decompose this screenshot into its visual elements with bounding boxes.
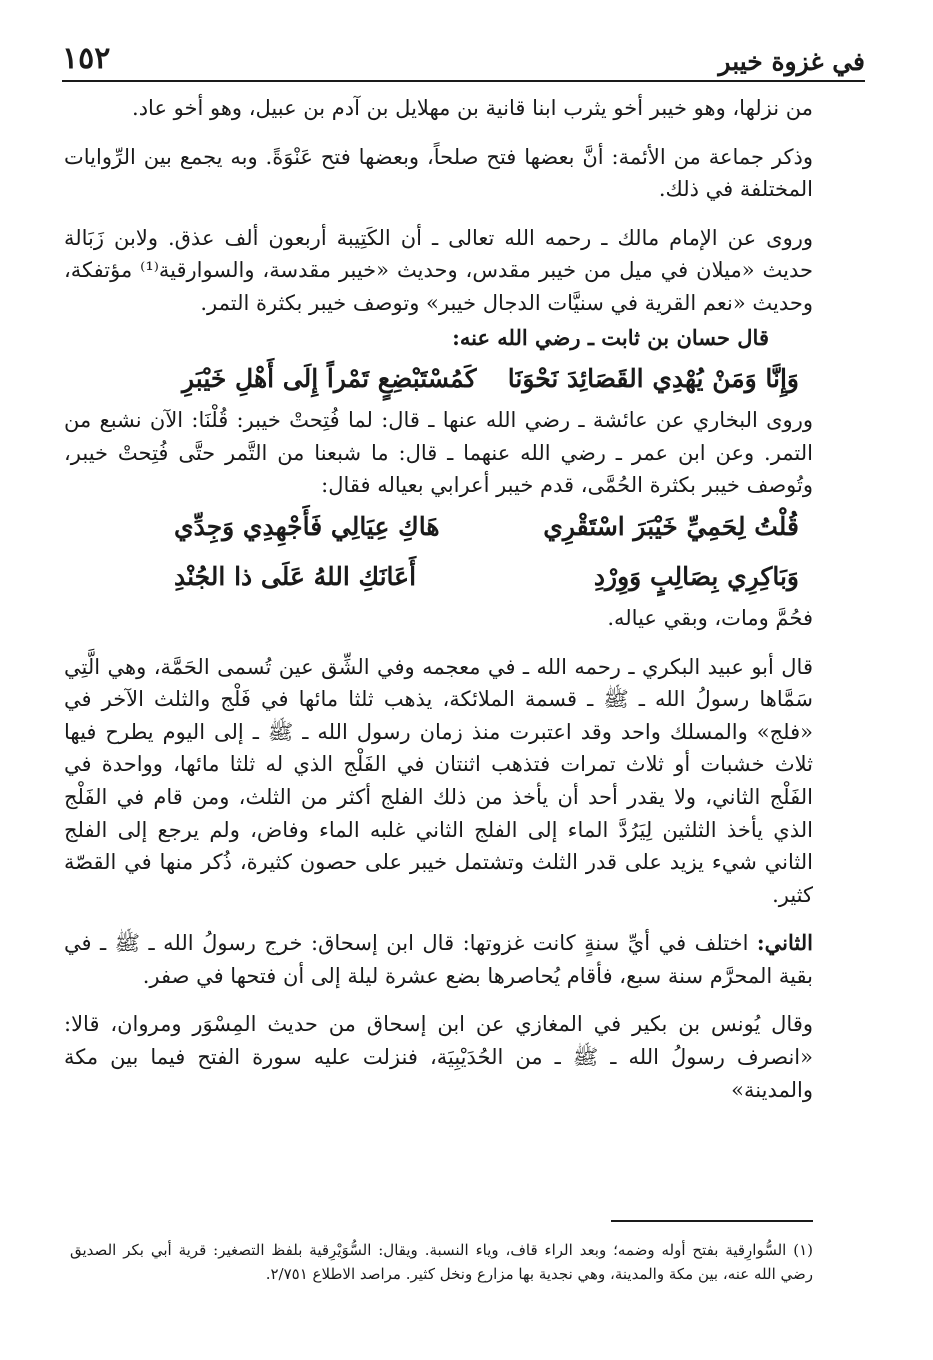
verse-3-second-hemistich: أَعَانَكِ اللهُ عَلَى ذا الجُنْدِ [174,561,417,591]
verse-1-second-hemistich: كَمُسْتَبْضِعٍ تَمْراً إِلَى أَهْلِ خَيْبَرِ [182,364,477,394]
verse-2-second-hemistich: هَاكِ عِيَالِي فَأَجْهِدِي وَجِدِّي [174,511,440,541]
paragraph-2: وذكر جماعة من الأئمة: أنَّ بعضها فتح صلحاً، وبعضها فتح عَنْوَةً. وبه يجمع بين الرِّوايات المختلفة في ذلك. [64,144,813,202]
section-lead: الثاني: [756,930,813,956]
verse-line-1 [64,354,813,404]
paragraph-8: وقال يُونس بن بكير في المغازي عن ابن إسحاق من حديث المِسْوَر ومروان، قالا: «انصرف رسولُ الله ـ ﷺ ـ من الحُدَيْبِيَة، فنزلت عليه سورة الفتح فيما بين مكة والمدينة» [64,1012,813,1102]
footnotes [70,1238,813,1286]
paragraph-7-text: اختلف في أيِّ سنةٍ كانت غزوتها: قال ابن إسحاق: خرج رسولُ الله ـ ﷺ ـ في بقية المحرَّم سنة سبع، فأقام يُحاصرها بضع عشرة ليلة إلى أن فتحها في صفر. [64,931,813,988]
paragraph-3: وروى عن الإمام مالك ـ رحمه الله تعالى ـ أن الكَتِيبة أربعون ألف عذق. ولابن زَبَالة حديث «ميلان في ميل من خيبر مقدس، وحديث «خيبر مقدسة، والسوارقية⁽¹⁾ مؤتفكة، وحديث «نعم القرية في سنيَّات الدجال خيبر» وتوصف خيبر بكثرة التمر. [64,225,813,315]
verse-line-3 [64,552,813,602]
poet-intro: قال حسان بن ثابت ـ رضي الله عنه: [452,324,769,350]
page-header [62,30,865,82]
page-body [64,92,813,1106]
verse-3-first-hemistich: وَبَاكِرِي بِصَالِبٍ وَوِرْدِ [593,561,799,591]
page-number: ١٥٢ [62,41,111,76]
paragraph-5: فحُمَّ ومات، وبقي عياله. [607,605,813,630]
footnote-separator [611,1220,813,1222]
verse-line-2 [64,502,813,552]
paragraph-4: وروى البخاري عن عائشة ـ رضي الله عنها ـ قال: لما فُتِحتْ خيبر: قُلْنَا: الآن نشبع من التمر. وعن ابن عمر ـ رضي الله عنهما ـ قال: ما شبعنا من التَّمر حتَّى فُتِحتْ خيبر، وتُوصف خيبر بكثرة الحُمَّى، قدم خيبر أعرابي بعياله فقال: [64,408,813,498]
paragraph-1: من نزلها، وهو خيبر أخو يثرب ابنا قانية بن مهلايل بن آدم بن عبيل، وهو أخو عاد. [132,96,813,120]
footnote-1: (١) السُّوارِقية بفتح أوله وضمه؛ وبعد الراء قاف، وياء النسبة. ويقال: السُّوَيْرِقية بلفظ التصغير: قرية أبي بكر الصديق رضي الله عنه، بين مكة والمدينة، وهي نجدية بها مزارع ونخل كثير. مراصد الاطلاع ٢/٧٥١. [70,1241,813,1283]
verse-2-first-hemistich: قُلْتُ لِحَمِيِّ خَيْبَرَ اسْتَقْرِي [543,511,799,541]
running-title: في غزوة خيبر [718,47,865,76]
verse-1-first-hemistich: وَإِنَّا وَمَنْ يُهْدِي القَصَائِدَ نَحْوَنَا [507,364,799,394]
paragraph-7 [64,927,813,992]
paragraph-6: قال أبو عبيد البكري ـ رحمه الله ـ في معجمه وفي الشِّق عين تُسمى الحَمَّة، وهي الَّتِي سَمَّاها رسولُ الله ـ ﷺ ـ قسمة الملائكة، يذهب ثلثا مائها في فَلْج والثلث الآخر في «فلج» والمسلك واحد وقد اعتبرت منذ زمان رسول الله ـ ﷺ ـ إلى اليوم يطرح فيها ثلاث خشبات أو ثلاث تمرات فتذهب اثنتان في الفَلْج الذي له ثلثا مائها، وواحدة في الفَلْج الثاني، ولا يقدر أحد أن يأخذ من ذلك الفلج أكثر من الثلث، ومن قام في الفَلْج الذي يأخذ الثلثين لِيَرُدَّ الماء إلى الفلج الثاني غلبه الماء وفاض، ولم يرجع إلى الفلج الثاني شيء يزيد على قدر الثلث وتشتمل خيبر على حصون كثيرة، ذُكر منها في القصّة كثير. [64,654,813,907]
